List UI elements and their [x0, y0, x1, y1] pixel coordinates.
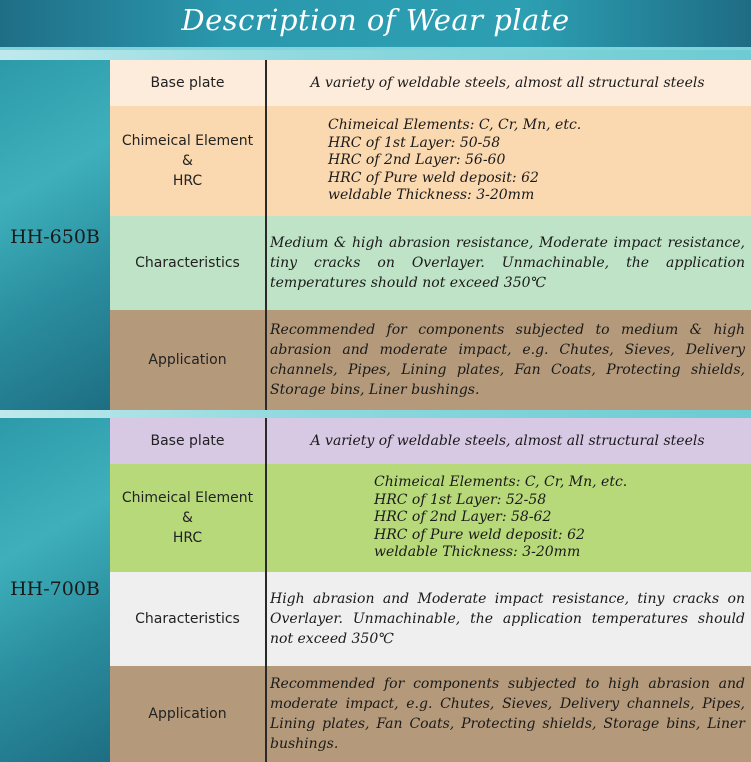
application-text: Recommended for components subjected to medium & high abrasion and moderate impact, e.g. Chutes, Sieves, Delivery channels, Pipes, Lining plates, Fan Coats, Protecting shields, Storage bins, Liner bushings.	[270, 322, 745, 398]
base-plate-row	[110, 418, 751, 464]
spec-line: HRC of 2nd Layer: 56-60	[328, 152, 506, 169]
title-banner	[0, 0, 751, 50]
product-section-hh-650b	[0, 60, 751, 410]
application-row	[110, 666, 751, 762]
characteristics-row	[110, 216, 751, 310]
spec-line: weldable Thickness: 3-20mm	[374, 544, 581, 561]
column-divider	[265, 310, 267, 410]
characteristics-value	[270, 572, 745, 666]
chemical-element-row	[110, 464, 751, 572]
application-label: Application	[148, 706, 227, 722]
characteristics-text: High abrasion and Moderate impact resistance, tiny cracks on Overlayer. Unmachinable, the application temperatures should not exceed 350℃	[270, 591, 745, 647]
product-name: HH-650B	[10, 226, 100, 248]
chemical-label-line: &	[182, 153, 193, 169]
base-plate-value: A variety of weldable steels, almost all structural steels	[310, 75, 705, 91]
spec-line: HRC of 1st Layer: 52-58	[374, 491, 547, 508]
spec-line: weldable Thickness: 3-20mm	[328, 187, 535, 204]
decorative-strip	[0, 50, 751, 60]
column-divider	[265, 464, 267, 572]
application-text: Recommended for components subjected to high abrasion and moderate impact, e.g. Chutes, Sieves, Delivery channels, Pipes, Lining plates, Fan Coats, Protecting shields, Storage bins, Liner bushings.	[270, 676, 745, 752]
application-value	[270, 310, 745, 410]
characteristics-value	[270, 216, 745, 310]
spec-line: HRC of 1st Layer: 50-58	[328, 134, 501, 151]
chemical-label-line: HRC	[172, 173, 203, 189]
base-plate-label: Base plate	[150, 75, 225, 91]
application-row	[110, 310, 751, 410]
spec-line: HRC of Pure weld deposit: 62	[328, 169, 539, 186]
application-label: Application	[148, 352, 227, 368]
spec-line: HRC of 2nd Layer: 58-62	[374, 509, 552, 526]
spec-line: HRC of Pure weld deposit: 62	[374, 526, 585, 543]
chemical-element-value	[328, 106, 745, 216]
column-divider	[265, 572, 267, 666]
base-plate-row	[110, 60, 751, 106]
decorative-strip	[0, 410, 751, 418]
characteristics-label: Characteristics	[135, 611, 240, 627]
characteristics-text: Medium & high abrasion resistance, Moderate impact resistance, tiny cracks on Overlayer. Unmachinable, the application temperatures should not exceed 350℃	[270, 235, 745, 291]
chemical-label-line: &	[182, 510, 193, 526]
chemical-label-line: Chimeical Element	[121, 133, 254, 149]
characteristics-row	[110, 572, 751, 666]
column-divider	[265, 418, 267, 464]
product-section-hh-700b	[0, 418, 751, 762]
product-side-panel	[0, 418, 110, 762]
spec-line: Chimeical Elements: C, Cr, Mn, etc.	[374, 474, 628, 491]
application-value	[270, 666, 745, 762]
column-divider	[265, 216, 267, 310]
page-title: Description of Wear plate	[181, 3, 570, 37]
chemical-element-value	[374, 464, 745, 572]
spec-line: Chimeical Elements: C, Cr, Mn, etc.	[328, 117, 582, 134]
chemical-label-line: Chimeical Element	[121, 490, 254, 506]
column-divider	[265, 60, 267, 106]
base-plate-label: Base plate	[150, 433, 225, 449]
chemical-element-label	[110, 106, 265, 216]
chemical-element-label	[110, 464, 265, 572]
chemical-label-line: HRC	[172, 530, 203, 546]
characteristics-label: Characteristics	[135, 255, 240, 271]
product-side-panel	[0, 60, 110, 410]
chemical-element-row	[110, 106, 751, 216]
base-plate-value: A variety of weldable steels, almost all structural steels	[310, 433, 705, 449]
product-name: HH-700B	[10, 578, 100, 600]
column-divider	[265, 106, 267, 216]
column-divider	[265, 666, 267, 762]
